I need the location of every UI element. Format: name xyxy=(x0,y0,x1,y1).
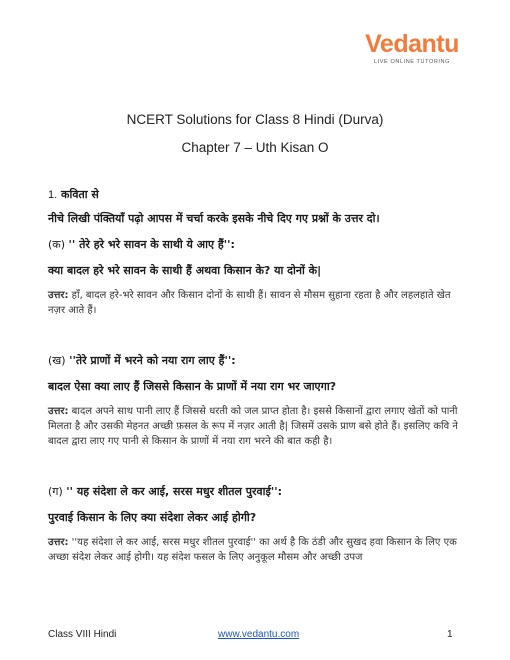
page-number: 1 xyxy=(447,629,453,640)
item-quote: '' यह संदेशा ले कर आई, सरस मधुर शीतल पुरवाई'': xyxy=(66,485,283,498)
question-heading xyxy=(48,186,468,204)
instruction-text: नीचे लिखी पंक्तियाँ पढ़ो आपस में चर्चा करके इसके नीचे दिए गए प्रश्नों के उत्तर दो। xyxy=(48,212,380,225)
item-answer xyxy=(48,288,468,318)
item-label: (ख) xyxy=(48,354,66,367)
item-question: क्या बादल हरे भरे सावन के साथी हैं अथवा किसान के? या दोनों के| xyxy=(48,264,322,277)
answer-label: उत्तर: xyxy=(48,406,69,417)
item-line xyxy=(48,236,468,254)
answer-label: उत्तर: xyxy=(48,290,69,301)
item-answer xyxy=(48,404,468,449)
footer-website-link[interactable]: www.vedantu.com xyxy=(218,629,300,640)
item-answer xyxy=(48,535,468,565)
question-number: 1. xyxy=(48,189,58,201)
document-body xyxy=(48,186,468,565)
vedantu-logo xyxy=(352,30,472,65)
answer-text: बादल अपने साथ पानी लाए हैं जिससे धरती को जल प्राप्त होता है। इससे किसानों द्वारा लगाए खेतों को पानी मिलता है और उसकी मेहनत अच्छी फ़सल के रूप में नज़र आती है| जिसमें उसके प्राण बसे होते हैं। इसलिए कवि ने बादल द्वारा लाए गए पानी से किसान के प्राणों में नया राग भरने की बात कही है। xyxy=(48,406,458,447)
footer-class-label: Class VIII Hindi xyxy=(48,629,117,640)
item-line xyxy=(48,483,468,501)
answer-label: उत्तर: xyxy=(48,537,69,548)
item-quote: ''तेरे प्राणों में भरने को नया राग लाए हैं'': xyxy=(69,354,236,367)
item-line xyxy=(48,352,468,370)
item-question: बादल ऐसा क्या लाए हैं जिससे किसान के प्राणों में नया राग भर जाएगा? xyxy=(48,380,337,393)
item-question: पुरवाई किसान के लिए क्या संदेशा लेकर आई होगी? xyxy=(48,511,257,524)
page-title: NCERT Solutions for Class 8 Hindi (Durva) xyxy=(126,112,384,127)
logo-wordmark: Vedantu xyxy=(365,30,459,58)
chapter-title: Chapter 7 – Uth Kisan O xyxy=(181,140,329,155)
question-heading-text: कविता से xyxy=(61,188,99,201)
item-label: (क) xyxy=(48,238,66,251)
item-label: (ग) xyxy=(48,485,63,498)
answer-text: ''यह संदेशा ले कर आई, सरस मधुर शीतल पुरवाई'' का अर्थ है कि ठंडी और सुखद हवा किसान के लिए एक अच्छा संदेश लेकर आई होगी। यह संदेश फसल के लिए अनुकूल मौसम और अच्छी उपज xyxy=(48,537,457,563)
logo-tagline: LIVE ONLINE TUTORING xyxy=(374,59,450,65)
item-quote: '' तेरे हरे भरे सावन के साथी ये आए हैं'': xyxy=(68,238,235,251)
answer-text: हाँ, बादल हरे-भरे सावन और किसान दोनों के साथी हैं। सावन से मौसम सुहाना रहता है और लहलहाते खेत नज़र आते हैं। xyxy=(48,290,451,316)
